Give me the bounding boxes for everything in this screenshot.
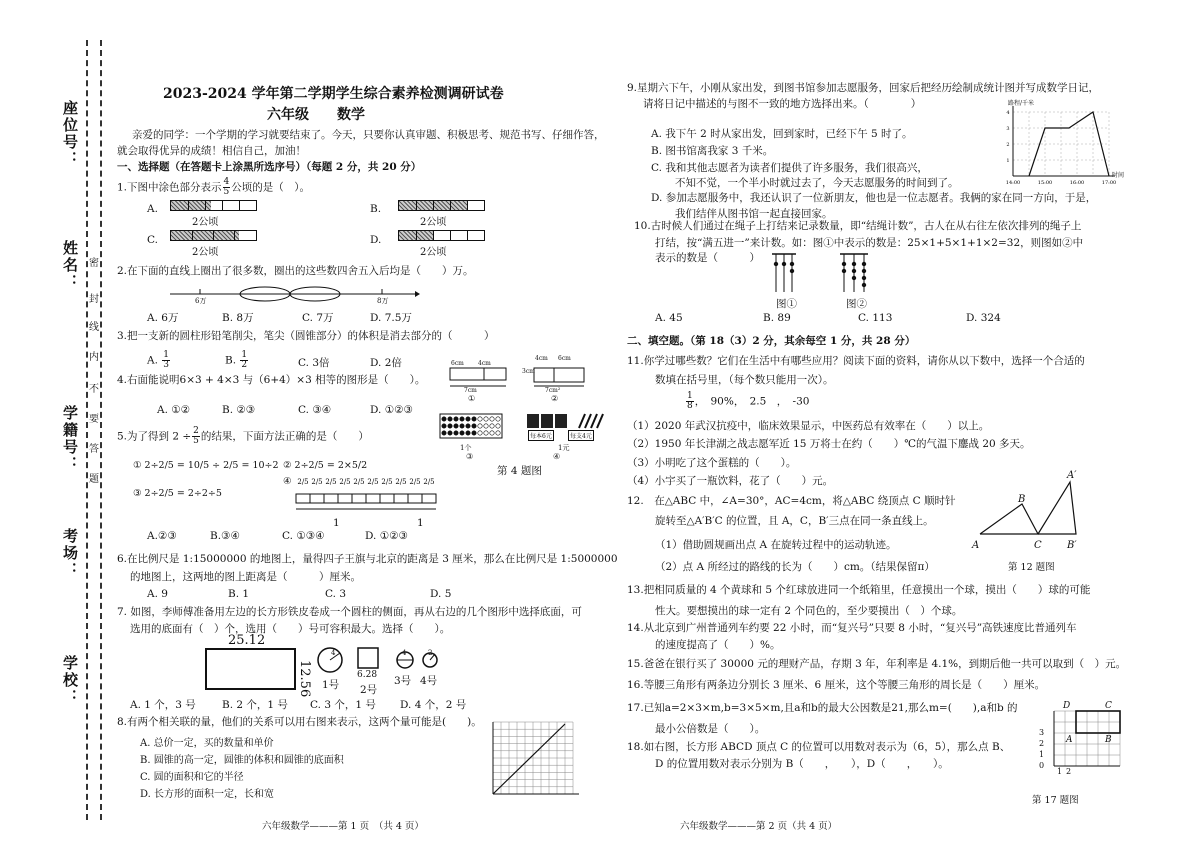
q7-option-d[interactable]: D. 4 个，2 号 bbox=[400, 699, 467, 711]
q10-figure-1-label: 图① bbox=[776, 298, 797, 310]
q12-stem-2: 旋转至△A′B′C 的位置，且 A，C，B′三点在同一条直线上。 bbox=[655, 515, 934, 527]
q4-fig4-id: ④ bbox=[553, 452, 561, 461]
q2-left-tick: 6万 bbox=[195, 297, 207, 305]
q11-sub-2: （2）1950 年长津湖之战志愿军近 15 万将士在约（ ）℃的气温下鏖战 20 多天。 bbox=[627, 438, 1031, 450]
q9-stem-1: 9.星期六下午，小刚从家出发，到图书馆参加志愿服务，回家后把经历绘制成统计图并写成数学日记， bbox=[627, 82, 1100, 94]
knot bbox=[862, 283, 866, 287]
q8-option-b[interactable]: B. 圆锥的高一定，圆锥的体积和圆锥的底面积 bbox=[140, 755, 344, 766]
q4-fig1-b: 4cm bbox=[478, 360, 491, 367]
q12-label-b-prime: B′ bbox=[1067, 540, 1077, 551]
knot bbox=[862, 269, 866, 273]
q10-option-b[interactable]: B. 89 bbox=[763, 312, 791, 324]
q9-option-b[interactable]: B. 图书馆离我家 3 千米。 bbox=[651, 145, 774, 157]
q5-method-4-one: 1 bbox=[333, 517, 340, 529]
q5-method-1: ① 2÷2/5 = 10/5 ÷ 2/5 = 10÷2 bbox=[133, 460, 279, 471]
knot bbox=[852, 262, 856, 266]
q7-shape-3-value: 4 bbox=[402, 649, 407, 657]
knot bbox=[842, 262, 846, 266]
y-tick: 4 bbox=[1006, 110, 1010, 116]
x-tick: 17:00 bbox=[1101, 180, 1117, 186]
q2-option-a[interactable]: A. 6万 bbox=[147, 312, 179, 324]
q18-stem-2: D 的位置用数对表示分别为 B（ ， ），D（ ， ）。 bbox=[655, 758, 949, 770]
y-tick: 3 bbox=[1006, 126, 1010, 132]
q11-number-choices: $\frac{1}{8}$ ， 90%， 2.5 ， -30 bbox=[687, 391, 810, 411]
q5-option-d[interactable]: D. ①②③ bbox=[365, 530, 408, 542]
knot bbox=[852, 269, 856, 273]
q11-stem-2: 数填在括号里，（每个数只能用一次）。 bbox=[655, 374, 834, 386]
dot bbox=[472, 424, 476, 428]
q14-stem-1: 14.从北京到广州普通列车约要 22 小时，而“复兴号”只要 8 小时，“复兴号”高铁速度比普通列车 bbox=[627, 622, 1077, 634]
q18-label-d: D bbox=[1063, 701, 1071, 711]
q18-stem-1: 18.如右图，长方形 ABCD 顶点 C 的位置可以用数对表示为（6，5），那么点 B、 bbox=[627, 741, 1011, 753]
q5-method-4-id: ④ bbox=[283, 476, 292, 487]
q1-option-d-bar bbox=[398, 230, 485, 241]
q8-option-a[interactable]: A. 总价一定，买的数量和单价 bbox=[140, 738, 274, 749]
q7-shape-3-label: 3号 bbox=[394, 675, 412, 687]
q4-caption: 第 4 题图 bbox=[497, 465, 542, 477]
section-2-heading: 二、填空题。（第 18（3）2 分，其余每空 1 分，共 28 分） bbox=[627, 335, 916, 347]
proportional-line bbox=[493, 724, 565, 794]
q4-fig1-bottom: 7cm bbox=[464, 387, 477, 394]
q10-option-c[interactable]: C. 113 bbox=[858, 312, 893, 324]
q1-option-c-bar bbox=[170, 230, 257, 241]
dot bbox=[454, 431, 458, 435]
dot bbox=[442, 431, 446, 435]
q13-stem-1: 13.把相同质量的 4 个黄球和 5 个红球放进同一个纸箱里，任意摸出一个球，摸出（ ）球的可能 bbox=[627, 584, 1091, 596]
q6-option-b[interactable]: B. 1 bbox=[228, 588, 250, 600]
q10-stem-1: 10.古时候人们通过在绳子上打结来记录数量，即“结绳计数”，古人在从右往左依次排列的绳子上 bbox=[634, 220, 1082, 232]
dot bbox=[466, 417, 470, 421]
fraction-label: 2/5 bbox=[353, 478, 365, 486]
q12-sub-2: （2）点 A 所经过的路线的长为（ ）cm。（结果保留π） bbox=[655, 561, 935, 573]
seal-char: 内 bbox=[89, 352, 99, 363]
fold-line-outer bbox=[86, 40, 88, 820]
q1-stem: 1.下图中涂色部分表示 $\frac{4}{5}$ 公顷的是（ ）。 bbox=[117, 177, 311, 197]
q3-option-b[interactable]: B. $\frac{1}{2}$ bbox=[225, 350, 248, 370]
q4-fig3-id: ③ bbox=[466, 452, 474, 461]
seal-char: 线 bbox=[89, 322, 99, 333]
q6-stem-1: 6.在比例尺是 1:15000000 的地图上，量得四子王旗与北京的距离是 3 厘米，那么在比例尺是 1:5000000 bbox=[117, 553, 618, 565]
q4-fig2-side: 3cm bbox=[522, 368, 535, 375]
dot bbox=[484, 424, 488, 428]
q9-stem-2: 请将日记中描述的与图不一致的地方选择出来。（ ） bbox=[643, 98, 922, 110]
q7-shape-4-label: 4号 bbox=[420, 675, 438, 687]
q18-label-a: A bbox=[1066, 735, 1073, 745]
q7-shape-4-value: 2 bbox=[428, 649, 433, 657]
q5-option-a[interactable]: A.②③ bbox=[147, 530, 177, 542]
q18-x-tick: 1 bbox=[1057, 767, 1063, 776]
q4-figure-3 bbox=[440, 414, 504, 444]
q11-sub-3: （3）小明吃了这个蛋糕的（ ）。 bbox=[627, 457, 797, 469]
room-label: 考场： bbox=[61, 528, 79, 579]
dot bbox=[490, 424, 494, 428]
seat-label: 座位号： bbox=[61, 100, 79, 168]
dot bbox=[448, 417, 452, 421]
q10-option-d[interactable]: D. 324 bbox=[966, 312, 1001, 324]
fraction-label: 2/5 bbox=[381, 478, 393, 486]
dot bbox=[478, 424, 482, 428]
knot bbox=[790, 262, 794, 266]
fraction-label: 2/5 bbox=[339, 478, 351, 486]
q1-option-b-bar bbox=[398, 200, 485, 211]
dot bbox=[442, 424, 446, 428]
dot bbox=[460, 417, 464, 421]
q3-option-a[interactable]: A. $\frac{1}{3}$ bbox=[147, 350, 169, 370]
q4-stem: 4.右面能说明6×3 + 4×3 与（6+4）×3 相等的图形是（ ）。 bbox=[117, 374, 426, 386]
dot bbox=[496, 417, 500, 421]
seal-char: 封 bbox=[89, 294, 99, 305]
q7-option-a[interactable]: A. 1 个，3 号 bbox=[130, 699, 196, 711]
q10-figure-2-label: 图② bbox=[846, 298, 867, 310]
y-tick: 2 bbox=[1006, 142, 1010, 148]
fraction-label: 2/5 bbox=[395, 478, 407, 486]
q7-shape-1-label: 1号 bbox=[322, 679, 340, 691]
q8-stem: 8.有两个相关联的量，他们的关系可以用右图来表示，这两个量可能是( )。 bbox=[117, 716, 482, 728]
q12-label-b: B bbox=[1018, 494, 1026, 505]
q9-option-a[interactable]: A. 我下午 2 时从家出发，回到家时，已经下午 5 时了。 bbox=[651, 128, 913, 140]
q4-fig1-a: 6cm bbox=[451, 360, 464, 367]
q4-option-b[interactable]: B. ②③ bbox=[222, 404, 256, 416]
dot bbox=[478, 431, 482, 435]
section-1-heading: 一、选择题（在答题卡上涂黑所选序号）（每题 2 分，共 20 分） bbox=[117, 161, 422, 173]
q1-option-d-label[interactable]: D. bbox=[370, 234, 382, 246]
name-label: 姓名： bbox=[61, 240, 79, 291]
x-tick: 15:00 bbox=[1037, 180, 1053, 186]
dot bbox=[484, 417, 488, 421]
q3-option-d[interactable]: D. 2倍 bbox=[370, 357, 402, 369]
q10-stem-3: 表示的数是（ ） bbox=[655, 252, 760, 264]
q17-stem-2: 最小公倍数是（ ）。 bbox=[655, 723, 766, 735]
seal-char: 题 bbox=[89, 474, 99, 485]
q1-bar-label: 2公顷 bbox=[420, 217, 447, 228]
q1-bar-label: 2公顷 bbox=[192, 247, 219, 258]
dot bbox=[490, 431, 494, 435]
q7-shape-2-value: 6.28 bbox=[357, 670, 378, 680]
q1-option-c-label[interactable]: C. bbox=[147, 234, 158, 246]
q7-stem-2: 选用的底面有（ ）个，选用（ ）号可容积最大。选择（ ）。 bbox=[130, 623, 451, 635]
q9-option-d-cont: 我们结伴从图书馆一起直接回家。 bbox=[675, 208, 833, 220]
q4-option-d[interactable]: D. ①②③ bbox=[370, 404, 413, 416]
q7-shape-2-label: 2号 bbox=[360, 684, 378, 696]
seal-char: 要 bbox=[89, 414, 99, 425]
dot bbox=[460, 431, 464, 435]
seal-char: 不 bbox=[89, 384, 99, 395]
q4-fig2-b: 6cm bbox=[558, 355, 571, 362]
q1-option-b-label[interactable]: B. bbox=[370, 203, 382, 215]
q18-y-tick: 2 bbox=[1039, 739, 1045, 748]
q16-stem: 16.等腰三角形有两条边分别长 3 厘米、6 厘米，这个等腰三角形的周长是（ ）厘米。 bbox=[627, 679, 1046, 691]
q5-stem: 5.为了得到 2 ÷ $\frac{2}{5}$ 的结果，下面方法正确的是（ ） bbox=[117, 426, 369, 446]
q4-option-c[interactable]: C. ③④ bbox=[298, 404, 332, 416]
q10-knot-figures bbox=[770, 252, 890, 294]
fraction-label: 2/5 bbox=[409, 478, 421, 486]
q12-stem-1: 12. 在△ABC 中，∠A=30°，AC=4cm，将△ABC 绕顶点 C 顺时针 bbox=[627, 495, 956, 507]
dot bbox=[460, 424, 464, 428]
q1-option-a-bar bbox=[170, 200, 257, 211]
q10-option-a[interactable]: A. 45 bbox=[655, 312, 683, 324]
q12-rotation-figure bbox=[970, 478, 1080, 540]
q8-option-d[interactable]: D. 长方形的面积一定，长和宽 bbox=[140, 789, 275, 800]
q1-option-a-label[interactable]: A. bbox=[147, 203, 158, 215]
q6-option-a[interactable]: A. 9 bbox=[147, 588, 168, 600]
q7-stem-1: 7. 如图，李师傅准备用左边的长方形铁皮卷成一个圆柱的侧面，再从右边的几个图形中选择底面，可 bbox=[117, 606, 582, 618]
page-2-footer: 六年级数学———第 2 页（共 4 页） bbox=[680, 821, 838, 832]
dot bbox=[448, 431, 452, 435]
q18-y-tick: 3 bbox=[1039, 728, 1045, 737]
q5-option-c[interactable]: C. ①③④ bbox=[282, 530, 325, 542]
q12-label-a-prime: A′ bbox=[1067, 470, 1077, 481]
q5-method-2: ② 2÷2/5 = 2×5/2 bbox=[283, 460, 368, 471]
q17-stem-1: 17.已知a=2×3×m,b=3×5×m,且a和b的最大公因数是21,那么m=( ),a和b 的 bbox=[627, 702, 1018, 714]
intro-line-2: 就会取得优异的成绩！相信自己，加油！ bbox=[117, 145, 306, 157]
q10-stem-2: 打结，按“满五进一”来计数。如：图①中表示的数是：25×1+5×1+1×2=32，则图如②中 bbox=[655, 237, 1084, 249]
q1-bar-label: 2公顷 bbox=[192, 217, 219, 228]
y-tick: 1 bbox=[1006, 158, 1010, 164]
q5-method-4-strip bbox=[296, 476, 441, 516]
exam-no-label: 学籍号： bbox=[61, 405, 79, 473]
q4-fig4-a: 每本6元 bbox=[528, 430, 554, 441]
dot bbox=[448, 424, 452, 428]
q2-option-c[interactable]: C. 7万 bbox=[302, 312, 334, 324]
q9-distance-time-graph bbox=[1005, 106, 1120, 186]
q4-option-a[interactable]: A. ①② bbox=[157, 404, 191, 416]
school-label: 学校： bbox=[61, 655, 79, 706]
q4-fig4-label: 1元 bbox=[558, 444, 570, 452]
q9-graph-x-label: 时间 bbox=[1112, 172, 1125, 179]
q7-rect-side: 12.56 bbox=[297, 660, 312, 698]
q18-x-tick: 2 bbox=[1066, 767, 1072, 776]
q2-right-tick: 8万 bbox=[377, 297, 389, 305]
exam-subtitle: 六年级 数学 bbox=[267, 107, 365, 123]
q11-sub-4: （4）小宇买了一瓶饮料，花了（ ）元。 bbox=[627, 475, 834, 487]
dot bbox=[472, 431, 476, 435]
q18-y-tick: 1 bbox=[1039, 750, 1045, 759]
q13-stem-2: 性大。要想摸出的球一定有 2 个同色的，至少要摸出（ ）个球。 bbox=[655, 605, 963, 617]
x-tick: 16:00 bbox=[1069, 180, 1085, 186]
q6-option-c[interactable]: C. 3 bbox=[325, 588, 347, 600]
fraction-label: 2/5 bbox=[423, 478, 435, 486]
q4-fig4-b: 每支4元 bbox=[568, 430, 594, 441]
q8-graph bbox=[493, 722, 581, 796]
knot bbox=[862, 276, 866, 280]
knot bbox=[862, 262, 866, 266]
q4-fig2-id: ② bbox=[551, 394, 559, 403]
dot bbox=[472, 417, 476, 421]
q9-option-c-cont: 不知不觉，一个半小时就过去了，今天志愿服务的时间到了。 bbox=[675, 177, 959, 189]
q5-method-4-one: 1 bbox=[417, 517, 424, 529]
q5-method-3: ③ 2÷2/5 = 2÷2÷5 bbox=[133, 488, 222, 499]
q11-sub-1: （1）2020 年武汉抗疫中，临床效果显示，中医药总有效率在（ ）以上。 bbox=[627, 420, 990, 432]
dot bbox=[496, 431, 500, 435]
seal-char: 密 bbox=[89, 258, 99, 269]
q14-stem-2: 的速度提高了（ ）%。 bbox=[655, 639, 781, 651]
knot bbox=[790, 269, 794, 273]
q18-caption: 第 17 题图 bbox=[1032, 795, 1079, 806]
q12-label-a: A bbox=[972, 540, 980, 551]
dot bbox=[478, 417, 482, 421]
q6-option-d[interactable]: D. 5 bbox=[430, 588, 452, 600]
dot bbox=[466, 424, 470, 428]
knot bbox=[782, 262, 786, 266]
intro-line-1: 亲爱的同学：一个学期的学习就要结束了。今天，只要你认真审题、积极思考、规范书写、仔细作答， bbox=[132, 129, 605, 141]
q2-stem: 2.在下面的直线上圈出了很多数，圈出的这些数四舍五入后均是（ ）万。 bbox=[117, 265, 474, 277]
q2-option-b[interactable]: B. 8万 bbox=[222, 312, 254, 324]
q9-option-c[interactable]: C. 我和其他志愿者为读者们提供了许多服务，我们很高兴， bbox=[651, 162, 928, 174]
q9-option-d[interactable]: D. 参加志愿服务中，我还认识了一位新朋友，他也是一位志愿者。我俩的家在同一方向，于是， bbox=[651, 192, 1097, 204]
q7-option-b[interactable]: B. 2 个，1 号 bbox=[222, 699, 288, 711]
q3-stem: 3.把一支新的圆柱形铅笔削尖，笔尖（圆锥部分）的体积是消去部分的（ ） bbox=[117, 330, 495, 342]
q11-stem-1: 11.你学过哪些数？它们在生活中有哪些应用？阅读下面的资料，请你从以下数中，选择一个合适的 bbox=[627, 355, 1085, 367]
dot bbox=[484, 431, 488, 435]
fraction-label: 2/5 bbox=[325, 478, 337, 486]
fold-line-inner bbox=[100, 40, 102, 820]
q8-option-c[interactable]: C. 圆的面积和它的半径 bbox=[140, 772, 244, 783]
dot bbox=[442, 417, 446, 421]
fraction-label: 2/5 bbox=[311, 478, 323, 486]
q2-option-d[interactable]: D. 7.5万 bbox=[370, 312, 412, 324]
exam-title: 2023-2024 学年第二学期学生综合素养检测调研试卷 bbox=[163, 86, 504, 102]
q7-rect-top: 25.12 bbox=[228, 633, 266, 648]
q18-label-c: C bbox=[1105, 701, 1112, 711]
dot bbox=[466, 431, 470, 435]
knot bbox=[774, 262, 778, 266]
q7-rectangle bbox=[205, 648, 296, 690]
q4-fig1-id: ① bbox=[468, 394, 476, 403]
fraction-label: 2/5 bbox=[297, 478, 309, 486]
knot bbox=[852, 276, 856, 280]
q4-fig2-a: 4cm bbox=[535, 355, 548, 362]
q4-fig2-bottom: 7cm² bbox=[545, 387, 561, 394]
page-1-footer: 六年级数学———第 1 页 （共 4 页） bbox=[262, 821, 424, 832]
q9-graph-y-label: 路程/千米 bbox=[1008, 100, 1035, 107]
q3-option-c[interactable]: C. 3倍 bbox=[298, 357, 330, 369]
dot bbox=[490, 417, 494, 421]
q1-bar-label: 2公顷 bbox=[420, 247, 447, 258]
q12-sub-1: （1）借助圆规画出点 A 在旋转过程中的运动轨迹。 bbox=[655, 539, 897, 551]
q12-caption: 第 12 题图 bbox=[1008, 562, 1055, 573]
fraction-label: 2/5 bbox=[367, 478, 379, 486]
q15-stem: 15.爸爸在银行买了 30000 元的理财产品，存期 3 年，年利率是 4.1%，到期后他一共可以取到（ ）元。 bbox=[627, 658, 1127, 670]
q6-stem-2: 的地图上，这两地的图上距离是（ ）厘米。 bbox=[130, 571, 361, 583]
q18-y-tick: 0 bbox=[1039, 761, 1045, 770]
x-tick: 14:00 bbox=[1005, 180, 1021, 186]
q18-label-b: B bbox=[1105, 735, 1112, 745]
seal-char: 答 bbox=[89, 444, 99, 455]
knot bbox=[842, 269, 846, 273]
dot bbox=[454, 424, 458, 428]
q7-option-c[interactable]: C. 3 个，1 号 bbox=[310, 699, 376, 711]
q12-label-c: C bbox=[1034, 540, 1042, 551]
q4-fig3-label: 1个 bbox=[460, 444, 472, 452]
q5-option-b[interactable]: B.③④ bbox=[210, 530, 240, 542]
q7-shape-1-value: 4 bbox=[331, 649, 336, 657]
dot bbox=[496, 424, 500, 428]
dot bbox=[454, 417, 458, 421]
